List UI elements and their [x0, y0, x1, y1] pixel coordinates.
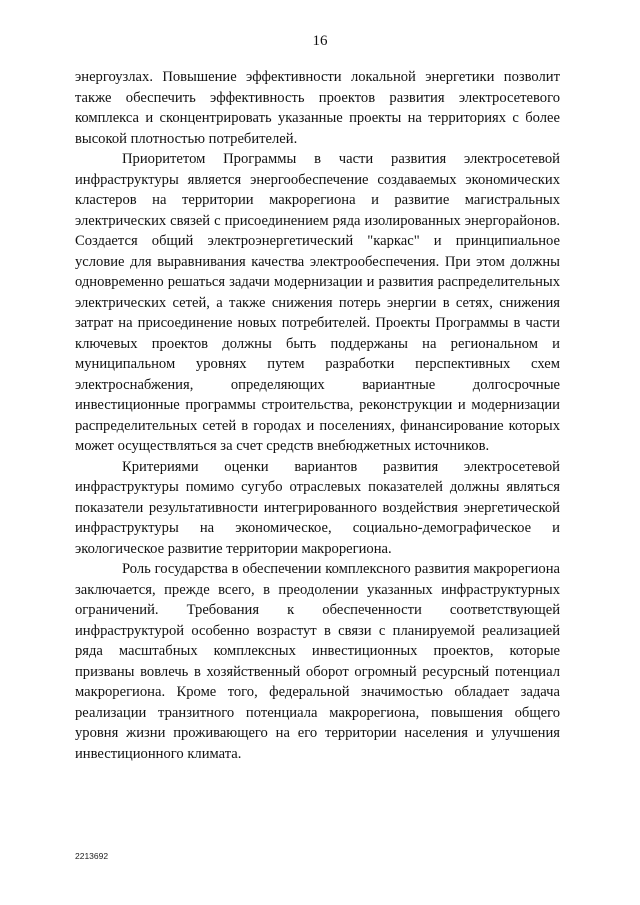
page-number: 16	[312, 33, 328, 49]
document-body	[75, 67, 560, 764]
document-code: 2213692	[75, 851, 109, 861]
paragraph-continuation: энергоузлах. Повышение эффективности локальной энергетики позволит также обеспечить эффективность проектов развития электросетевого комплекса и сконцентрировать указанные проекты на территориях с более высокой плотностью потребителей.	[75, 69, 560, 147]
paragraph-evaluation-criteria: Критериями оценки вариантов развития электросетевой инфраструктуры помимо сугубо отраслевых показателей должны являться показатели результативности интегрированного воздействия энергетической инфраструктуры на экономическое, социально-демографическое и экологическое развитие территории макрорегиона.	[75, 458, 560, 557]
paragraph-program-priority: Приоритетом Программы в части развития электросетевой инфраструктуры является энергообеспечение создаваемых экономических кластеров на территории макрорегиона и развитие магистральных электрических связей с присоединением ряда изолированных энергорайонов. Создается общий электроэнергетический "каркас" и принципиальное условие для выравнивания качества электрообеспечения. При этом должны одновременно решаться задачи модернизации и развития распределительных электрических сетей, а также снижения потерь энергии в сетях, снижения затрат на присоединение новых потребителей. Проекты Программы в части ключевых проектов должны быть поддержаны на региональном и муниципальном уровнях путем разработки перспективных схем электроснабжения, определяющих вариантные долгосрочные инвестиционные программы строительства, реконструкции и модернизации распределительных сетей в городах и поселениях, финансирование которых может осуществляться за счет средств внебюджетных источников.	[75, 151, 560, 454]
paragraph-state-role: Роль государства в обеспечении комплексного развития макрорегиона заключается, прежде всего, в преодолении указанных инфраструктурных ограничений. Требования к обеспеченности соответствующей инфраструктурой особенно возрастут в связи с планируемой реализацией ряда масштабных комплексных инвестиционных проектов, которые призваны вовлечь в хозяйственный оборот огромный ресурсный потенциал макрорегиона. Кроме того, федеральной значимостью обладает задача реализации транзитного потенциала макрорегиона, повышения общего уровня жизни проживающего на его территории населения и улучшения инвестиционного климата.	[75, 561, 560, 762]
